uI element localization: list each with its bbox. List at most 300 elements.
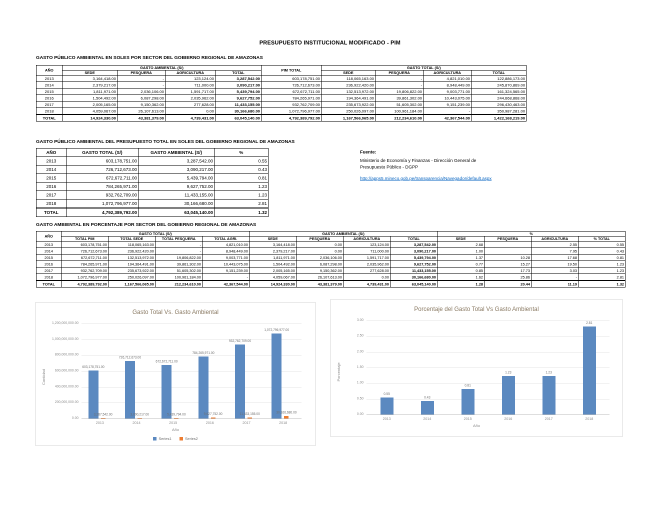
- table-cell: 0.00: [296, 248, 343, 255]
- table-cell: 2014: [36, 165, 66, 174]
- table-header-cell: SEDE: [249, 236, 296, 241]
- table-cell: 2,379,217.00: [249, 248, 296, 255]
- table-cell: 1,811,971.00: [62, 88, 117, 95]
- y-tick-label: 200,000,000.00: [54, 400, 79, 405]
- data-label: 9,627,752.00: [203, 412, 223, 417]
- table-cell: 4,792,389,792.00: [61, 281, 108, 288]
- table-body: [36, 157, 268, 217]
- table-cell: 244,668,868.00: [471, 95, 526, 102]
- table-header-cell: TOTAL SEDE: [108, 236, 155, 241]
- gridline: [367, 336, 610, 337]
- x-tick-label: 2017: [242, 420, 251, 425]
- table-cell: 2017: [36, 267, 61, 274]
- table-cell: 296,430,463.00: [471, 101, 526, 108]
- table-cell: 4,821,010.00: [202, 241, 249, 248]
- table-cell: 0.81: [578, 254, 625, 261]
- table-cell: 235,673,922.00: [321, 101, 375, 108]
- y-axis-title: Cantidad: [41, 368, 46, 385]
- table-cell: 43,381,379.00: [296, 281, 343, 288]
- table-cell: 17.73: [484, 267, 531, 274]
- table2-heading: GASTO PÚBLICO AMBIENTAL DEL PRESUPUESTO TOTAL EN SOLES DEL GOBIERNO REGIONAL DE AMAZONAS: [36, 139, 295, 145]
- y-tick-label: 0.00: [71, 416, 79, 420]
- x-tick-label: 2015: [169, 420, 178, 425]
- table-cell: 9,627,752.00: [138, 182, 214, 191]
- table-cell: 3,287,542.00: [215, 75, 261, 82]
- data-label: 0.81: [464, 384, 471, 388]
- table-header-cell: TOTAL AGRI.: [202, 236, 249, 241]
- table-cell: 5,439,794.00: [138, 174, 214, 183]
- table-header-cell: TOTAL PESQUERA: [155, 236, 202, 241]
- table-row: [36, 281, 625, 288]
- bar-series1-2015: [162, 365, 172, 418]
- bar-series2-2013: [101, 418, 106, 419]
- table-cell: 277,628.00: [165, 101, 215, 108]
- table-cell: 1,504,492.00: [249, 261, 296, 268]
- table-cell: 1,072,796,977.00: [66, 199, 138, 208]
- table-cell: 19,806,822.00: [155, 254, 202, 261]
- chart-legend: [36, 437, 316, 442]
- table-cell: 19,806,822.00: [375, 88, 423, 95]
- table-cell: 2,005,165.00: [249, 267, 296, 274]
- table-cell: 350,987,281.00: [471, 108, 526, 115]
- bar-series1-2018: [583, 326, 596, 414]
- gridline: [367, 399, 610, 400]
- x-tick-label: 2013: [95, 420, 104, 425]
- table-cell: 6,087,298.00: [296, 261, 343, 268]
- fuente-line1: Ministerio de Economía y Finanzas - Dirección General de: [360, 158, 477, 163]
- table-cell: 2014: [36, 82, 62, 89]
- fuente-label: Fuente:: [360, 149, 377, 155]
- table-cell: 1.23: [578, 261, 625, 268]
- table-cell: 1.37: [437, 254, 484, 261]
- x-axis-title: Año: [171, 427, 180, 432]
- table-header-cell: PIM TOTAL: [261, 65, 321, 75]
- table-header-cell: TOTAL: [471, 70, 526, 75]
- table-cell: 132,513,972.00: [321, 88, 375, 95]
- data-label: 726,712,673.00: [118, 355, 142, 360]
- table-cell: 932,762,709.00: [66, 191, 138, 200]
- table-cell: 3,287,542.00: [390, 241, 437, 248]
- legend-swatch: [180, 437, 184, 441]
- data-label: 3,287,542.00: [93, 413, 113, 417]
- table-cell: 0.55: [578, 241, 625, 248]
- table-cell: 118,065,163.00: [321, 75, 375, 82]
- data-label: 672,672,711.00: [155, 360, 178, 364]
- table-cell: 672,672,711.00: [66, 174, 138, 183]
- fuente-line2: Presupuesto Público - DGPP: [360, 164, 419, 170]
- table-cell: 1.00: [437, 248, 484, 255]
- table-cell: 51,605,302.00: [155, 267, 202, 274]
- data-label: 1.23: [505, 370, 512, 375]
- table-cell: 1,591,717.00: [343, 254, 390, 261]
- table-cell: 2.55: [531, 241, 578, 248]
- table-header: [36, 148, 268, 157]
- table-cell: 63,045,140.00: [390, 281, 437, 288]
- table-cell: 9,627,752.00: [215, 95, 261, 102]
- table-cell: -: [117, 75, 165, 82]
- table-cell: 4,059,067.00: [62, 108, 117, 115]
- table-cell: 9,150,362.00: [296, 267, 343, 274]
- table-cell: 194,364,491.00: [108, 261, 155, 268]
- gridline: [367, 321, 610, 322]
- gridline: [367, 383, 610, 384]
- table-cell: TOTAL: [36, 281, 61, 288]
- table-row: [36, 182, 268, 191]
- table-cell: 2015: [36, 254, 61, 261]
- data-label: 30,166,680.00: [276, 411, 297, 415]
- bar-series1-2016: [502, 376, 515, 415]
- table-cell: 2013: [36, 75, 62, 82]
- table-cell: 236,922,420.00: [108, 248, 155, 255]
- y-tick-label: 400,000,000.00: [54, 384, 79, 389]
- table-cell: 0.55: [214, 157, 268, 166]
- legend-label: Series2: [185, 436, 198, 441]
- table-header-cell: GASTO TOTAL (S/): [61, 231, 249, 236]
- table-cell: 2013: [36, 241, 61, 248]
- table-cell: 39,861,302.00: [375, 95, 423, 102]
- x-tick-label: 2014: [132, 420, 141, 425]
- data-label: 0.43: [424, 396, 431, 400]
- table-cell: 0.00: [343, 274, 390, 281]
- table-header-cell: GASTO AMBIENTAL (S/): [249, 231, 437, 236]
- y-tick-label: 1.00: [356, 381, 364, 385]
- table-cell: 42,367,544.00: [202, 281, 249, 288]
- gridline: [82, 387, 302, 388]
- table-cell: 932,762,709.00: [61, 267, 108, 274]
- gridline: [82, 324, 302, 325]
- table-cell: 11,433,155.00: [390, 267, 437, 274]
- table-cell: 3,164,418.00: [62, 75, 117, 82]
- data-label: 11,433,155.00: [239, 412, 260, 417]
- table-row: [36, 191, 268, 200]
- table-cell: 3.03: [531, 267, 578, 274]
- table-cell: 250,026,097.00: [108, 274, 155, 281]
- table-cell: 2,036,106.00: [296, 254, 343, 261]
- table-header-cell: TOTAL: [215, 70, 261, 75]
- x-axis-line: [82, 419, 302, 420]
- legend-item: [180, 437, 198, 442]
- y-tick-label: 2.50: [356, 334, 364, 338]
- x-tick-label: 2015: [463, 416, 472, 421]
- table-cell: -: [423, 108, 471, 115]
- table-cell: 1,167,566,065.00: [321, 115, 375, 122]
- table-header-cell: AGRICULTURA: [423, 70, 471, 75]
- table-cell: -: [117, 82, 165, 89]
- table-cell: 2.81: [214, 199, 268, 208]
- table-row: [36, 157, 268, 166]
- gridline: [82, 403, 302, 404]
- y-axis-title: Porcentaje: [336, 362, 341, 382]
- table-row: [36, 199, 268, 208]
- x-tick-label: 2018: [279, 420, 288, 425]
- bar-series1-2018: [272, 334, 282, 419]
- table-cell: 2016: [36, 182, 66, 191]
- table-cell: 212,234,610.00: [155, 281, 202, 288]
- table-header-cell: SEDE: [321, 70, 375, 75]
- gasto-porcentaje-por-sector-table: [36, 231, 626, 288]
- table-header-cell: GASTO TOTAL (S/): [321, 65, 526, 70]
- gridline: [82, 355, 302, 356]
- table-cell: 43,381,379.00: [117, 115, 165, 122]
- table-cell: 11,433,155.00: [215, 101, 261, 108]
- table-cell: 784,265,971.00: [61, 261, 108, 268]
- table-cell: 711,000.00: [165, 82, 215, 89]
- table-cell: 4,739,431.00: [165, 115, 215, 122]
- y-tick-label: 2.00: [356, 349, 364, 354]
- table-header: [36, 65, 526, 75]
- table-cell: 30,166,680.00: [138, 199, 214, 208]
- table-cell: 4,792,389,792.00: [66, 208, 138, 217]
- table-cell: 2016: [36, 95, 62, 102]
- table-cell: 161,324,565.00: [471, 88, 526, 95]
- table-cell: -: [155, 241, 202, 248]
- table-header-cell: AGRICULTURA: [531, 236, 578, 241]
- table-cell: 277,628.00: [343, 267, 390, 274]
- table-cell: 4,059,067.00: [249, 274, 296, 281]
- table-header-cell: TOTAL: [390, 236, 437, 241]
- table-cell: 250,026,097.00: [321, 108, 375, 115]
- table-cell: 0.00: [296, 241, 343, 248]
- table-cell: 3,164,418.00: [249, 241, 296, 248]
- table-header-cell: GASTO AMBIENTAL (S/): [62, 65, 261, 70]
- table-cell: 2,036,106.00: [117, 88, 165, 95]
- table-cell: 2.81: [578, 274, 625, 281]
- table-cell: 0.77: [437, 261, 484, 268]
- data-label: 5,439,794.00: [167, 413, 186, 417]
- legend-label: Series1: [158, 436, 172, 441]
- table-row: [36, 115, 526, 122]
- table-cell: 2,035,962.00: [165, 95, 215, 102]
- table-cell: 2.68: [437, 241, 484, 248]
- table-cell: 1,072,796,977.00: [261, 108, 321, 115]
- table-cell: 118,065,163.00: [108, 241, 155, 248]
- table-header-cell: PESQUERA: [296, 236, 343, 241]
- table-cell: 1,167,566,065.00: [108, 281, 155, 288]
- data-label: 1.23: [545, 370, 552, 375]
- y-tick-label: 0.50: [356, 396, 364, 401]
- table-header-cell: %: [437, 231, 625, 236]
- bar-series2-2018: [284, 416, 289, 418]
- table-cell: 672,672,711.00: [261, 88, 321, 95]
- table-cell: 30,166,680.00: [215, 108, 261, 115]
- bar-series2-2014: [138, 418, 143, 419]
- table-cell: 100,961,184.00: [155, 274, 202, 281]
- table-body: [36, 75, 526, 121]
- table-cell: 603,178,751.00: [66, 157, 138, 166]
- table-cell: 8,948,449.00: [423, 82, 471, 89]
- chart-title: Porcentaje del Gasto Total Vs Gasto Ambiental: [414, 305, 539, 313]
- chart-gasto-total-vs-ambiental: [35, 302, 316, 446]
- x-tick-label: 2016: [205, 420, 214, 425]
- table-header-cell: %: [214, 148, 268, 157]
- table-cell: 3,090,217.00: [138, 165, 214, 174]
- table-row: [36, 208, 268, 217]
- table-cell: 726,712,673.00: [61, 248, 108, 255]
- table-cell: 2014: [36, 248, 61, 255]
- data-label: 784,265,971.00: [192, 351, 215, 355]
- y-tick-label: 1.50: [356, 365, 364, 369]
- table-cell: 9,151,239.00: [423, 101, 471, 108]
- table-header-cell: SEDE: [437, 236, 484, 241]
- table-cell: 236,922,420.00: [321, 82, 375, 89]
- table-cell: 123,124.00: [165, 75, 215, 82]
- table-cell: 30,166,680.00: [390, 274, 437, 281]
- bar-series1-2016: [198, 356, 208, 418]
- table-cell: 26,107,613.00: [117, 108, 165, 115]
- table-header-cell: AÑO: [36, 231, 61, 241]
- table-cell: 1,504,492.00: [62, 95, 117, 102]
- fuente-link[interactable]: http://apps5.mineco.gob.pe/transparencia/Navegador/default.aspx: [360, 176, 492, 181]
- table-cell: 10.28: [484, 254, 531, 261]
- bar-series1-2017: [542, 376, 555, 415]
- bar-series1-2015: [461, 389, 474, 414]
- y-tick-label: 0.00: [356, 412, 364, 416]
- table-cell: 3,287,542.00: [138, 157, 214, 166]
- table-cell: TOTAL: [36, 115, 62, 122]
- table-cell: 6,087,298.00: [117, 95, 165, 102]
- table-row: [36, 165, 268, 174]
- x-axis-line: [367, 415, 610, 416]
- table-cell: 8,948,449.00: [202, 248, 249, 255]
- table-cell: TOTAL: [36, 208, 66, 217]
- table-cell: 2018: [36, 274, 61, 281]
- y-tick-label: 3.00: [356, 318, 364, 322]
- table-cell: 726,712,673.00: [66, 165, 138, 174]
- fuente-block: [360, 149, 570, 182]
- x-tick-label: 2016: [504, 416, 513, 421]
- table-cell: 1,591,717.00: [165, 88, 215, 95]
- table-cell: 63,045,140.00: [138, 208, 214, 217]
- table-cell: -: [155, 248, 202, 255]
- table-cell: 2,035,962.00: [343, 261, 390, 268]
- bar-series1-2014: [125, 361, 135, 419]
- table-header-cell: AGRICULTURA: [165, 70, 215, 75]
- data-label: 3,090,217.00: [130, 413, 150, 417]
- table-cell: 1.23: [578, 267, 625, 274]
- table-cell: 1.32: [214, 208, 268, 217]
- table-header-cell: % TOTAL: [578, 236, 625, 241]
- gasto-total-vs-ambiental-table: [36, 148, 269, 217]
- table-cell: 5,439,794.00: [390, 254, 437, 261]
- table-cell: 2018: [36, 199, 66, 208]
- table-cell: 932,762,709.00: [261, 101, 321, 108]
- table-header: [36, 231, 625, 241]
- table-cell: 1,422,168,219.00: [471, 115, 526, 122]
- x-tick-label: 2018: [585, 416, 594, 421]
- chart-porcentaje-gasto: [330, 299, 623, 437]
- table-cell: 726,712,673.00: [261, 82, 321, 89]
- y-tick-label: 600,000,000.00: [54, 369, 79, 373]
- table-cell: 9,151,239.00: [202, 267, 249, 274]
- table-cell: 122,886,173.00: [471, 75, 526, 82]
- table-cell: 245,870,869.00: [471, 82, 526, 89]
- table-cell: 4,821,010.00: [423, 75, 471, 82]
- table-header-cell: PESQUERA: [484, 236, 531, 241]
- page-title: PRESUPUESTO INSTITUCIONAL MODIFICADO - PIM: [259, 40, 401, 46]
- table-cell: 4,739,431.00: [343, 281, 390, 288]
- table-header-cell: PESQUERA: [375, 70, 423, 75]
- table-cell: -: [202, 274, 249, 281]
- data-label: 2.81: [586, 321, 593, 325]
- table-cell: 672,672,711.00: [61, 254, 108, 261]
- table-cell: 2017: [36, 101, 62, 108]
- bar-series1-2014: [421, 401, 434, 414]
- y-tick-label: 1,000,000,000.00: [52, 337, 79, 341]
- bar-series1-2013: [88, 371, 98, 419]
- table1-heading: GASTO PÚBLICO AMBIENTAL EN SOLES POR SECTOR DEL GOBIERNO REGIONAL DE AMAZONAS: [36, 55, 263, 61]
- gasto-por-sector-table: [36, 65, 527, 122]
- table-cell: 10,443,075.00: [423, 95, 471, 102]
- x-axis-title: Año: [472, 423, 481, 428]
- table-cell: 0.43: [214, 165, 268, 174]
- table-cell: 194,364,491.00: [321, 95, 375, 102]
- table-cell: 9,627,752.00: [390, 261, 437, 268]
- table-cell: 14,924,330.00: [62, 115, 117, 122]
- table-cell: 1.28: [437, 281, 484, 288]
- table-cell: 0.00: [165, 108, 215, 115]
- gridline: [82, 371, 302, 372]
- table-cell: 17.68: [531, 254, 578, 261]
- table-cell: 19.50: [531, 261, 578, 268]
- table-cell: 0.81: [214, 174, 268, 183]
- table-cell: 9,003,771.00: [202, 254, 249, 261]
- table-cell: 2017: [36, 191, 66, 200]
- table-cell: 2,379,217.00: [62, 82, 117, 89]
- table-header-cell: TOTAL PIM: [61, 236, 108, 241]
- table-cell: 3,090,217.00: [390, 248, 437, 255]
- table-cell: 2,005,165.00: [62, 101, 117, 108]
- table-header-cell: GASTO AMBIENTAL (S/): [138, 148, 214, 157]
- gridline: [367, 368, 610, 369]
- bar-series1-2017: [235, 345, 245, 419]
- table-cell: 42,367,544.00: [423, 115, 471, 122]
- table-cell: 123,124.00: [343, 241, 390, 248]
- y-tick-label: 1,200,000,000.00: [52, 321, 79, 325]
- table-cell: 11.19: [531, 281, 578, 288]
- table-cell: 9,150,362.00: [117, 101, 165, 108]
- bar-series2-2017: [248, 418, 253, 419]
- table-cell: 1,072,796,977.00: [61, 274, 108, 281]
- table-cell: 14,924,330.00: [249, 281, 296, 288]
- table-cell: 7.95: [531, 248, 578, 255]
- bar-series2-2015: [174, 418, 179, 419]
- chart-title: Gasto Total Vs. Gasto Ambiental: [132, 308, 219, 316]
- gridline: [82, 339, 302, 340]
- table-cell: 5,439,794.00: [215, 88, 261, 95]
- table-header-cell: PESQUERA: [117, 70, 165, 75]
- table-cell: 25.86: [484, 274, 531, 281]
- table-cell: 26,107,613.00: [296, 274, 343, 281]
- table-row: [36, 108, 526, 115]
- table-cell: 2016: [36, 261, 61, 268]
- header-row: [36, 148, 268, 157]
- table-cell: -: [375, 82, 423, 89]
- table3-heading: GASTO AMBIENTAL EN PORCENTAJE POR SECTOR DEL GOBIERNO REGIONAL DE AMAZONAS: [36, 222, 257, 228]
- table-cell: 0.43: [578, 248, 625, 255]
- bar-series1-2013: [380, 397, 393, 414]
- data-label: 0.55: [383, 392, 390, 396]
- table-header-cell: SEDE: [62, 70, 117, 75]
- table-cell: 11,433,155.00: [138, 191, 214, 200]
- legend-swatch: [153, 437, 157, 441]
- table-cell: 3,090,217.00: [215, 82, 261, 89]
- table-cell: -: [531, 274, 578, 281]
- table-cell: 20.44: [484, 281, 531, 288]
- data-label: 1,072,796,977.00: [264, 328, 290, 333]
- table-cell: 235,673,922.00: [108, 267, 155, 274]
- table-cell: 51,605,302.00: [375, 101, 423, 108]
- table-cell: 2015: [36, 88, 62, 95]
